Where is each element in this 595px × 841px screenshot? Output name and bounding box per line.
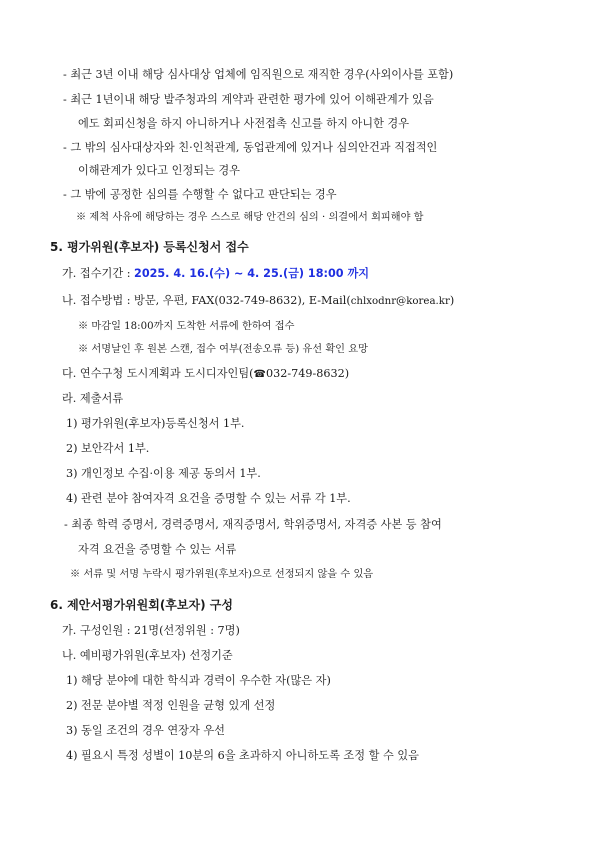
contact-info [62, 367, 349, 382]
conflict-item-2: - 최근 1년이내 해당 발주청과의 계약과 관련한 평가에 있어 이해관계가 있음 [63, 93, 434, 106]
committee-composition: 가. 구성인원 : 21명(선정위원 : 7명) [62, 624, 240, 637]
criteria-item-2: 2) 전문 분야별 적정 인원을 균형 있게 선정 [66, 699, 276, 712]
doc-item-3: 3) 개인정보 수집·이용 제공 동의서 1부. [66, 467, 261, 480]
section6-heading: 6. 제안서평가위원회(후보자) 구성 [50, 598, 233, 612]
submission-period-label: 가. 접수기간 : [62, 267, 135, 280]
method-note-signature: ※ 서명날인 후 원본 스캔, 접수 여부(전송오류 등) 유선 확인 요망 [78, 344, 368, 355]
submission-email[interactable]: chlxodnr@korea.kr [350, 296, 450, 307]
submission-period-value: 2025. 4. 16.(수) ~ 4. 25.(금) 18:00 까지 [134, 267, 370, 280]
contact-phone: 032-749-8632) [265, 367, 350, 380]
criteria-label: 나. 예비평가위원(후보자) 선정기준 [62, 649, 233, 662]
conflict-item-2-cont: 에도 회피신청을 하지 아니하거나 사전접촉 신고를 하지 아니한 경우 [78, 117, 410, 130]
conflict-item-4: - 그 밖에 공정한 심의를 수행할 수 없다고 판단되는 경우 [63, 188, 337, 201]
method-note-deadline: ※ 마감일 18:00까지 도착한 서류에 한하여 접수 [78, 321, 295, 332]
criteria-item-4: 4) 필요시 특정 성별이 10분의 6을 초과하지 아니하도록 조정 할 수 있음 [66, 749, 419, 762]
conflict-item-1: - 최근 3년 이내 해당 심사대상 업체에 임직원으로 재직한 경우(사외이사를 포함) [63, 68, 454, 81]
submission-method-label: 나. 접수방법 : 방문, 우편, FAX(032-749-8632), E-Mail( [62, 294, 351, 307]
criteria-item-1: 1) 해당 분야에 대한 학식과 경력이 우수한 자(많은 자) [66, 674, 331, 687]
docs-label: 라. 제출서류 [62, 392, 124, 405]
doc-item-2: 2) 보안각서 1부. [66, 442, 150, 455]
conflict-item-3: - 그 밖의 심사대상자와 친·인척관계, 동업관계에 있거나 심의안건과 직접적인 [63, 141, 438, 154]
doc-item-1: 1) 평가위원(후보자)등록신청서 1부. [66, 417, 245, 430]
submission-period [62, 267, 369, 281]
contact-text: 다. 연수구청 도시계획과 도시디자인팀( [62, 367, 254, 380]
doc-detail: - 최종 학력 증명서, 경력증명서, 재직증명서, 학위증명서, 자격증 사본 등 참여 [64, 518, 442, 531]
conflict-note: ※ 제척 사유에 해당하는 경우 스스로 해당 안건의 심의 · 의결에서 회피해야 함 [76, 212, 424, 223]
conflict-item-3-cont: 이해관계가 있다고 인정되는 경우 [78, 164, 240, 177]
criteria-item-3: 3) 동일 조건의 경우 연장자 우선 [66, 724, 225, 737]
doc-detail-cont: 자격 요건을 증명할 수 있는 서류 [78, 543, 237, 556]
doc-item-4: 4) 관련 분야 참여자격 요건을 증명할 수 있는 서류 각 1부. [66, 492, 351, 505]
phone-icon: ☎ [253, 369, 266, 380]
section5-heading: 5. 평가위원(후보자) 등록신청서 접수 [50, 240, 249, 254]
submission-method-close: ) [449, 294, 455, 307]
docs-note: ※ 서류 및 서명 누락시 평가위원(후보자)으로 선정되지 않을 수 있음 [70, 569, 374, 580]
submission-method [62, 294, 454, 309]
